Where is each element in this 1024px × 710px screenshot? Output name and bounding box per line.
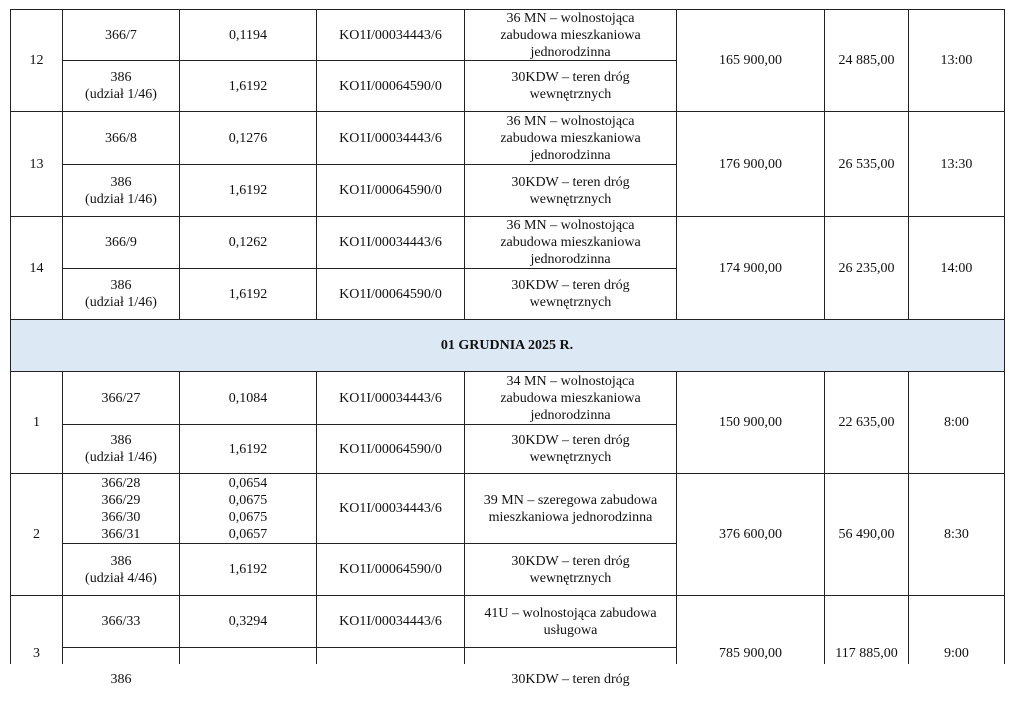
column-border bbox=[316, 9, 317, 320]
parcel-area-cell: 0,0654 0,0675 0,0675 0,0657 bbox=[228, 475, 268, 542]
land-register-cell: KO1I/00034443/6 bbox=[339, 501, 442, 516]
road-share-cell: 386 (udział 1/46) bbox=[85, 433, 157, 465]
column-border bbox=[908, 371, 909, 664]
column-border bbox=[464, 9, 465, 320]
deposit-cell: 26 535,00 bbox=[838, 156, 895, 172]
road-register-cell: KO1I/00064590/0 bbox=[339, 441, 442, 457]
lot-number-cell: 1 bbox=[33, 415, 40, 430]
parcel-number-cell: 366/27 bbox=[101, 390, 141, 406]
road-area-cell: 1,6192 bbox=[228, 78, 268, 94]
starting-price-cell: 785 900,00 bbox=[719, 645, 782, 661]
lot-number-cell: 13 bbox=[29, 156, 44, 172]
road-area-cell: 1,6192 bbox=[228, 183, 268, 198]
land-use-cell: 41U – wolnostojąca zabudowa usługowa bbox=[484, 605, 657, 638]
land-register-cell: KO1I/00034443/6 bbox=[339, 130, 442, 146]
deposit-cell: 117 885,00 bbox=[835, 645, 898, 661]
date-header: 01 GRUDNIA 2025 R. bbox=[440, 337, 574, 353]
band-border-bottom bbox=[10, 371, 1005, 372]
parcel-area-cell: 0,1194 bbox=[229, 27, 267, 43]
road-share-cell: 386 (udział 1/46) bbox=[85, 174, 157, 207]
parcel-area-cell: 0,1262 bbox=[228, 235, 268, 250]
road-area-cell: 1,6192 bbox=[228, 286, 268, 302]
column-border bbox=[908, 9, 909, 320]
deposit-cell: 22 635,00 bbox=[838, 415, 895, 430]
band-border-left bbox=[10, 319, 11, 372]
auction-hour-cell: 13:30 bbox=[940, 156, 973, 172]
road-use-cell: 30KDW – teren dróg wewnętrznych bbox=[511, 553, 630, 586]
auction-hour-cell: 9:00 bbox=[944, 645, 969, 661]
lot-number-cell: 2 bbox=[33, 527, 40, 542]
land-register-cell: KO1I/00034443/6 bbox=[339, 390, 442, 406]
column-border bbox=[179, 371, 180, 664]
land-use-cell: 36 MN – wolnostojąca zabudowa mieszkaniowa jednorodzinna bbox=[500, 113, 641, 163]
band-border-right bbox=[1004, 319, 1005, 372]
road-register-cell: KO1I/00064590/0 bbox=[339, 562, 442, 577]
parcel-number-cell: 366/28 366/29 366/30 366/31 bbox=[101, 475, 141, 542]
road-use-cell: 30KDW – teren dróg wewnętrznych bbox=[511, 174, 630, 207]
road-register-cell: KO1I/00064590/0 bbox=[339, 78, 442, 94]
parcel-number-cell: 366/7 bbox=[105, 27, 137, 43]
column-border bbox=[824, 9, 825, 320]
band-border-top bbox=[10, 319, 1005, 320]
column-border bbox=[1004, 371, 1005, 664]
column-border bbox=[62, 9, 63, 320]
parcel-number-cell: 366/8 bbox=[105, 130, 137, 146]
lot-number-cell: 14 bbox=[29, 260, 44, 276]
land-register-cell: KO1I/00034443/6 bbox=[339, 235, 442, 250]
column-border bbox=[179, 9, 180, 320]
starting-price-cell: 176 900,00 bbox=[719, 156, 782, 172]
road-share-cell: 386 (udział 1/46) bbox=[85, 70, 157, 102]
road-area-cell: 1,6192 bbox=[228, 441, 268, 457]
road-share-cell: 386 bbox=[110, 671, 132, 687]
parcel-number-cell: 366/33 bbox=[101, 614, 141, 629]
column-border bbox=[676, 371, 677, 664]
deposit-cell: 26 235,00 bbox=[838, 260, 895, 276]
starting-price-cell: 150 900,00 bbox=[719, 415, 782, 430]
road-share-cell: 386 (udział 1/46) bbox=[85, 278, 157, 310]
auction-hour-cell: 14:00 bbox=[940, 260, 973, 276]
deposit-cell: 24 885,00 bbox=[838, 53, 895, 68]
column-border bbox=[1004, 9, 1005, 320]
road-use-cell: 30KDW – teren dróg wewnętrznych bbox=[511, 278, 630, 310]
road-share-cell: 386 (udział 4/46) bbox=[85, 553, 157, 586]
auction-hour-cell: 8:30 bbox=[944, 527, 969, 542]
parcel-number-cell: 366/9 bbox=[105, 235, 137, 250]
starting-price-cell: 376 600,00 bbox=[719, 527, 782, 542]
land-register-cell: KO1I/00034443/6 bbox=[339, 614, 442, 629]
auction-hour-cell: 8:00 bbox=[944, 415, 969, 430]
column-border bbox=[676, 9, 677, 320]
road-area-cell: 1,6192 bbox=[228, 562, 268, 577]
column-border bbox=[316, 371, 317, 664]
road-use-cell: 30KDW – teren dróg wewnętrznych bbox=[511, 433, 630, 465]
road-use-cell: 30KDW – teren dróg wewnętrznych bbox=[511, 70, 630, 102]
parcel-area-cell: 0,1276 bbox=[228, 130, 268, 146]
road-register-cell: KO1I/00064590/0 bbox=[339, 286, 442, 302]
starting-price-cell: 174 900,00 bbox=[719, 260, 782, 276]
column-border bbox=[62, 371, 63, 664]
column-border bbox=[10, 9, 11, 320]
land-use-cell: 39 MN – szeregowa zabudowa mieszkaniowa jednorodzinna bbox=[483, 492, 658, 525]
lot-number-cell: 3 bbox=[33, 645, 40, 661]
road-area-cell bbox=[180, 648, 316, 710]
column-border bbox=[824, 371, 825, 664]
land-use-cell: 34 MN – wolnostojąca zabudowa mieszkaniowa jednorodzinna bbox=[500, 373, 641, 423]
land-use-cell: 36 MN – wolnostojąca zabudowa mieszkaniowa jednorodzinna bbox=[500, 10, 641, 60]
parcel-area-cell: 0,1084 bbox=[228, 390, 268, 406]
road-register-cell: KO1I/00064590/0 bbox=[339, 183, 442, 198]
column-border bbox=[10, 371, 11, 664]
land-use-cell: 36 MN – wolnostojąca zabudowa mieszkaniowa jednorodzinna bbox=[500, 218, 641, 267]
road-register-cell bbox=[317, 648, 464, 710]
land-register-cell: KO1I/00034443/6 bbox=[339, 27, 442, 43]
auction-hour-cell: 13:00 bbox=[940, 53, 973, 68]
deposit-cell: 56 490,00 bbox=[838, 527, 895, 542]
column-border bbox=[464, 371, 465, 664]
parcel-area-cell: 0,3294 bbox=[228, 614, 268, 629]
road-use-cell: 30KDW – teren dróg bbox=[511, 671, 630, 687]
starting-price-cell: 165 900,00 bbox=[719, 53, 782, 68]
lot-number-cell: 12 bbox=[29, 53, 44, 68]
